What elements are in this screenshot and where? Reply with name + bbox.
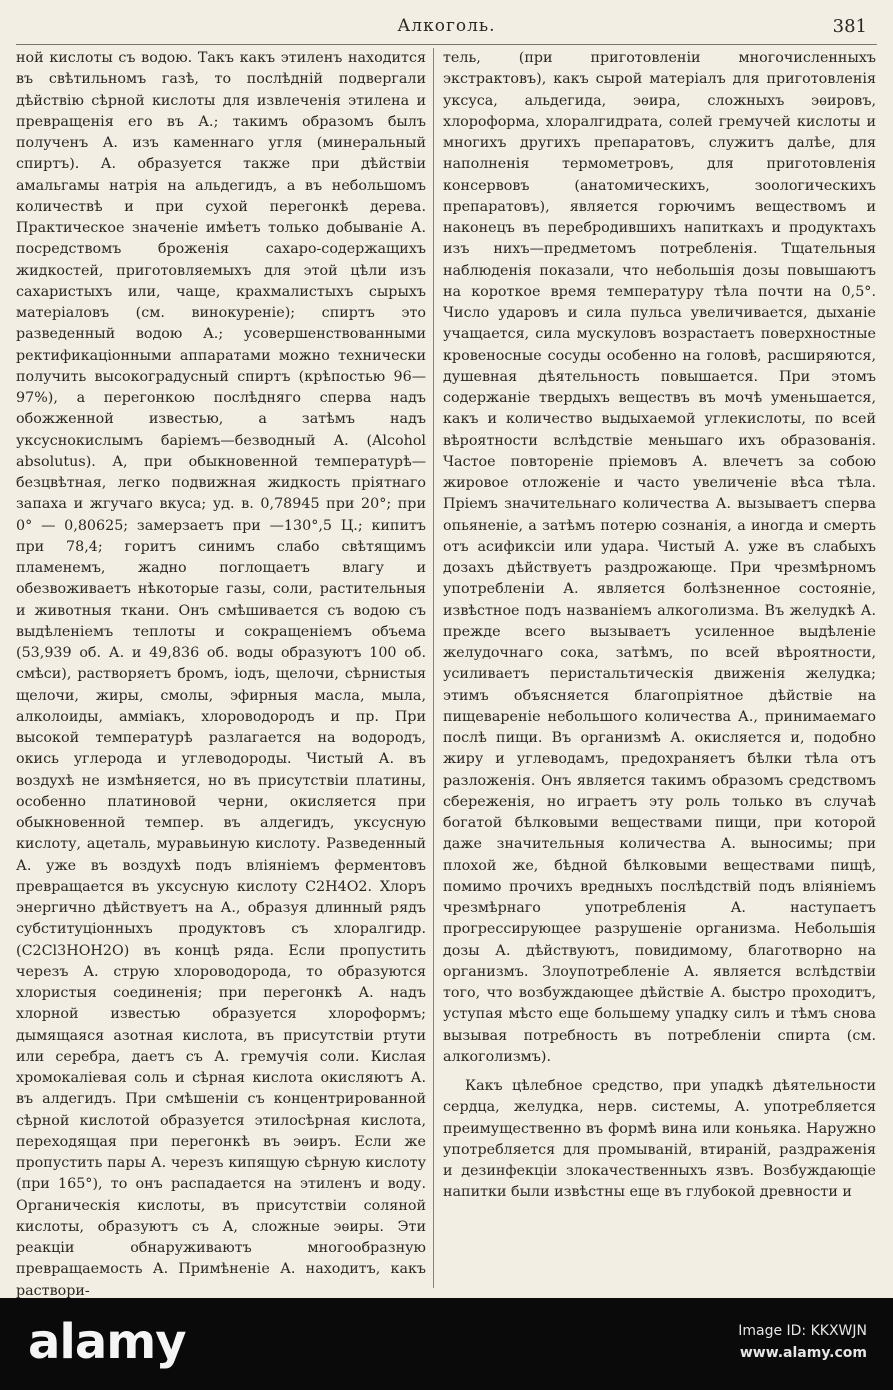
- page-title: Алкоголь.: [397, 16, 496, 36]
- image-id: Image ID: KKXWJN: [738, 1323, 867, 1339]
- footer-info: [738, 1320, 867, 1364]
- paragraph: Какъ цѣлебное средство, при упадкѣ дѣятельности сердца, желудка, нерв. системы, А. употребляется преимущественно въ формѣ вина или коньяка. Наружно употребляется для промываній, втираній, раздраженія и дезинфекціи злокачественныхъ язвъ. Возбуждающіе напитки были извѣстны еще въ глубокой древности и: [443, 1078, 876, 1201]
- page-number: 381: [832, 16, 867, 37]
- paragraph: тель, (при приготовленіи многочисленныхъ экстрактовъ), какъ сырой матеріалъ для приготовленія уксуса, альдегида, эѳира, сложныхъ эѳировъ, хлороформа, хлоралгидрата, солей гремучей кислоты и многихъ другихъ препаратовъ, служитъ далѣе, для наполненія термометровъ, для приготовленія консервовъ (анатомическихъ, зоологическихъ препаратовъ), является горючимъ веществомъ и наконецъ въ перебродившихъ напиткахъ и продуктахъ изъ нихъ—предметомъ потребленія. Тщательныя наблюденія показали, что небольшія дозы повышаютъ на короткое время температуру тѣла почти на 0,5°. Число ударовъ и сила пульса увеличивается, дыханіе учащается, сила мускуловъ возрастаетъ поверхностные кровеносные сосуды особенно на головѣ, расширяются, душевная дѣятельность повышается. При этомъ содержаніе твердыхъ веществъ въ мочѣ уменьшается, какъ и количество выдыхаемой углекислоты, по всей вѣроятности вслѣдствіе меньшаго ихъ образованія. Частое повтореніе пріемовъ А. влечетъ за собою жировое отложеніе и часто увеличеніе вѣса тѣла. Пріемъ значительнаго количества А. вызываетъ сперва опьяненіе, а затѣмъ потерю сознанія, а иногда и смерть отъ асификсіи или удара. Чистый А. уже въ слабыхъ дозахъ дѣйствуетъ раздрожающе. При чрезмѣрномъ употребленіи А. является болѣзненное состояніе, извѣстное подъ названіемъ алкоголизма. Въ желудкѣ А. прежде всего вызываетъ усиленное выдѣленіе желудочнаго сока, затѣмъ, по всей вѣроятности, усиливаетъ перистальтическія движенія желудка; этимъ объясняется благопріятное дѣйствіе на пищевареніе небольшого количества А., принимаемаго послѣ пищи. Въ организмѣ А. окисляется и, подобно жиру и углеводамъ, предохраняетъ бѣлки тѣла отъ разложенія. Онъ является такимъ образомъ средствомъ сбереженія, но играетъ эту роль только въ случаѣ богатой бѣлковыми веществами пищи, при которой даже значительныя количества А. выносимы; при плохой же, бѣдной бѣлковыми веществами пищѣ, помимо прочихъ вредныхъ послѣдствій подъ вліяніемъ чрезмѣрнаго употребленія А. наступаетъ прогрессирующее разрушеніе организма. Небольшія дозы А. дѣйствуютъ, повидимому, благотворно на организмъ. Злоупотребленіе А. является вслѣдствіи того, что возбуждающее дѣйствіе А. быстро проходитъ, уступая мѣсто еще большему упадку силъ и тѣмъ снова вызывая потребность въ потребленіи спирта (см. алкоголизмъ).: [443, 50, 876, 1065]
- page-header: [18, 16, 875, 44]
- right-column: [443, 48, 876, 1288]
- column-divider: [433, 48, 434, 1288]
- site-url: www.alamy.com: [739, 1345, 867, 1361]
- left-column: [16, 48, 426, 1299]
- brand-logo: alamy: [28, 1314, 186, 1370]
- watermark-banner: [0, 1298, 893, 1390]
- header-rule: [16, 44, 877, 45]
- paragraph: ной кислоты съ водою. Такъ какъ этиленъ находится въ свѣтильномъ газѣ, то послѣдній подвергали дѣйствію сѣрной кислоты для извлеченія этилена и превращенія его въ А.; такимъ образомъ былъ полученъ А. изъ каменнаго угля (минеральный спиртъ). А. образуется также при дѣйствіи амальгамы натрія на альдегидъ, а въ небольшомъ количествѣ и при сухой перегонкѣ дерева. Практическое значеніе имѣетъ только добываніе А. посредствомъ броженія сахаро-содержащихъ жидкостей, приготовляемыхъ для этой цѣли изъ сахаристыхъ или, чаще, крахмалистыхъ сырыхъ матеріаловъ (см. винокуреніе); спиртъ это разведенный водою А.; усовершенствованными ректификаціонными аппаратами можно технически получить высокоградусный спиртъ (крѣпостью 96—97%), а перегонкою послѣдняго сперва надъ обожженной известью, а затѣмъ надъ уксуснокислымъ баріемъ—безводный А. (Alcohol absolutus). А, при обыкновенной температурѣ—безцвѣтная, легко подвижная жидкость пріятнаго запаха и жгучаго вкуса; уд. в. 0,78945 при 20°; при 0° — 0,80625; замерзаетъ при —130°,5 Ц.; кипитъ при 78,4; горитъ синимъ слабо свѣтящимъ пламенемъ, жадно поглощаетъ влагу и обезвоживаетъ нѣкоторые газы, соли, растительныя и животныя ткани. Онъ смѣшивается съ водою съ выдѣленіемъ теплоты и сокращеніемъ объема (53,939 об. А. и 49,836 об. воды образуютъ 100 об. смѣси), растворяетъ бромъ, іодъ, щелочи, сѣрнистыя щелочи, жиры, смолы, эфирныя масла, мыла, алколоиды, амміакъ, хлороводородъ и пр. При высокой температурѣ разлагается на водородъ, окись углерода и углеводороды. Чистый А. въ воздухѣ не измѣняется, но въ присутствіи платины, особенно платиновой черни, окисляется при обыкновенной темпер. въ алдегидъ, уксусную кислоту, ацеталь, муравьиную кислоту. Разведенный А. уже въ воздухѣ подъ вліяніемъ ферментовъ превращается въ уксусную кислоту C2H4O2. Хлоръ энергично дѣйствуетъ на А., образуя длинный рядъ субституціонныхъ продуктовъ съ хлоралгидр. (C2Cl3HOH2O) въ концѣ ряда. Если пропустить черезъ А. струю хлороводорода, то образуются хлористыя соединенія; при перегонкѣ А. надъ хлорной известью образуется хлороформъ; дымящаяся азотная кислота, въ присутствіи ртути или серебра, даетъ съ А. гремучія соли. Кислая хромокаліевая соль и сѣрная кислота окисляютъ А. въ алдегидъ. При смѣшеніи съ концентрированной сѣрной кислотой образуется этилосѣрная кислота, переходящая при перегонкѣ въ эѳиръ. Если же пропустить пары А. черезъ кипящую сѣрную кислоту (при 165°), то онъ распадается на этиленъ и воду. Органическія кислоты, въ присутствіи соляной кислоты, образуютъ съ А, сложные эѳиры. Эти реакціи обнаруживаютъ многообразную превращаемость А. Примѣненіе А. находитъ, какъ раствори-: [16, 50, 426, 1299]
